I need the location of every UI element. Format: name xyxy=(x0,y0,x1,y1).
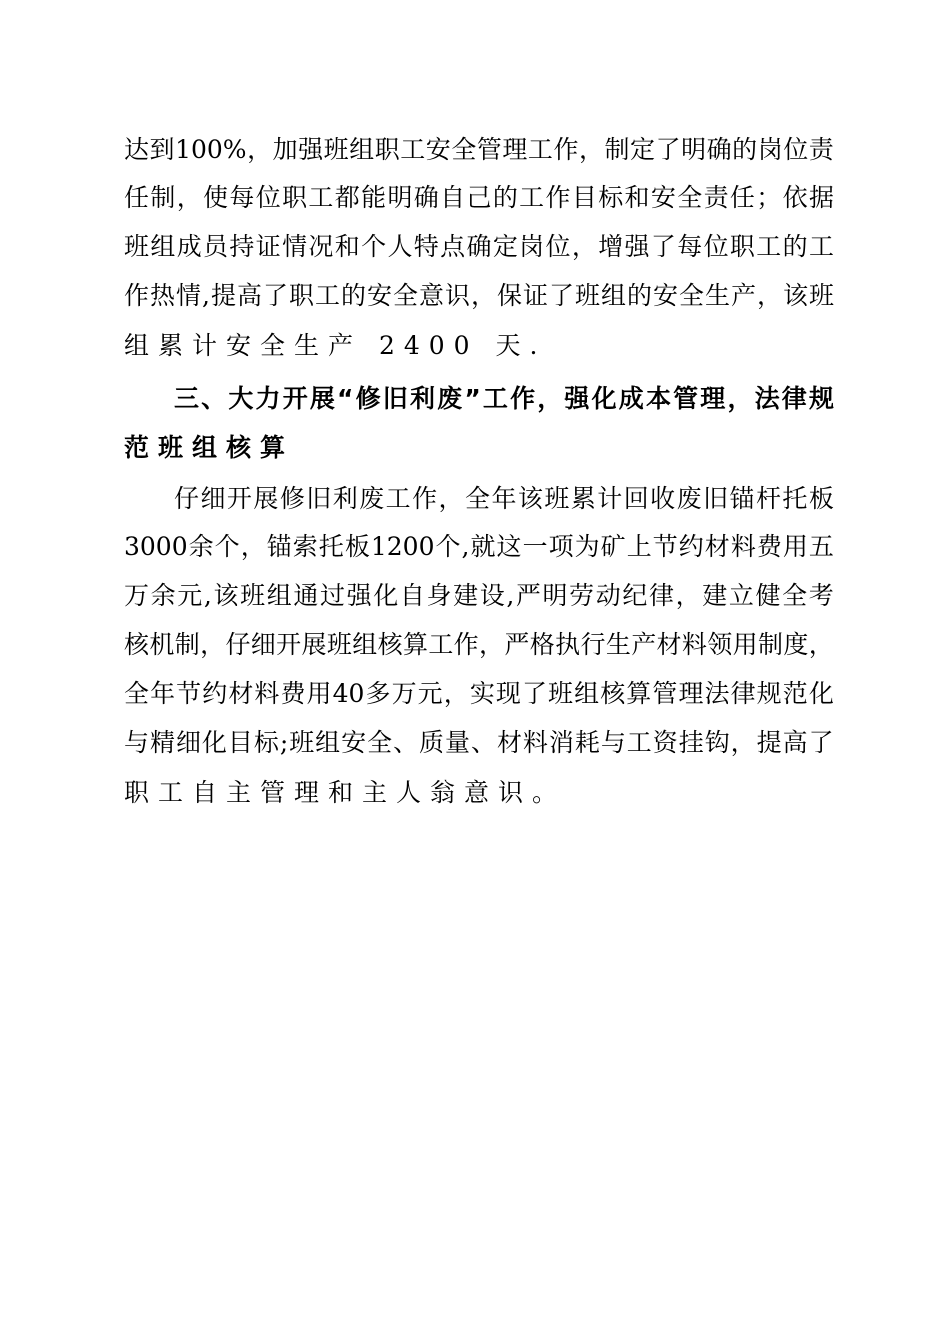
paragraph-line: 核 机 制 ， 仔 细 开 展 班 组 核 算 工 作 ， 严 格 执 行 生 产 材 料 领 用 制 度 ， xyxy=(124,630,834,659)
paragraph-line: 班 组 成 员 持 证 情 况 和 个 人 特 点 确 定 岗 位 ， 增 强 了 每 位 职 工 的 工 xyxy=(124,232,834,261)
paragraph-line: 任 制 ， 使 每 位 职 工 都 能 明 确 自 己 的 工 作 目 标 和 安 全 责 任 ； 依 据 xyxy=(124,183,834,212)
paragraph-line: 全 年 节 约 材 料 费 用 40 多 万 元 ， 实 现 了 班 组 核 算 管 理 法 律 规 范 化 xyxy=(124,679,834,708)
paragraph-line: 3000 余 个 ， 锚 索 托 板 1200 个 , 就 这 一 项 为 矿 上 节 约 材 料 费 用 五 xyxy=(124,532,834,561)
section-heading-line: 范班组核算 xyxy=(124,433,295,462)
paragraph-line: 作 热 情 , 提 高 了 职 工 的 安 全 意 识 ， 保 证 了 班 组 的 安 全 生 产 ， 该 班 xyxy=(124,281,834,310)
paragraph-line: 职工自主管理和主人翁意识。 xyxy=(124,778,567,807)
paragraph-line: 仔 细 开 展 修 旧 利 废 工 作 ， 全 年 该 班 累 计 回 收 废 旧 锚 杆 托 板 xyxy=(174,484,834,513)
paragraph-line: 组累计安全生产 2400 天. xyxy=(124,331,547,360)
paragraph-line: 万 余 元 , 该 班 组 通 过 强 化 自 身 建 设 , 严 明 劳 动 纪 律 ， 建 立 健 全 考 xyxy=(124,581,834,610)
paragraph-line: 达 到 100% ， 加 强 班 组 职 工 安 全 管 理 工 作 ， 制 定 了 明 确 的 岗 位 责 xyxy=(124,135,834,164)
section-heading-line: 三 、 大 力 开 展 “ 修 旧 利 废 ” 工 作 ， 强 化 成 本 管 理 ， 法 律 规 xyxy=(174,384,834,413)
paragraph-line: 与 精 细 化 目 标 ; 班 组 安 全 、 质 量 、 材 料 消 耗 与 工 资 挂 钩 ， 提 高 了 xyxy=(124,728,834,757)
